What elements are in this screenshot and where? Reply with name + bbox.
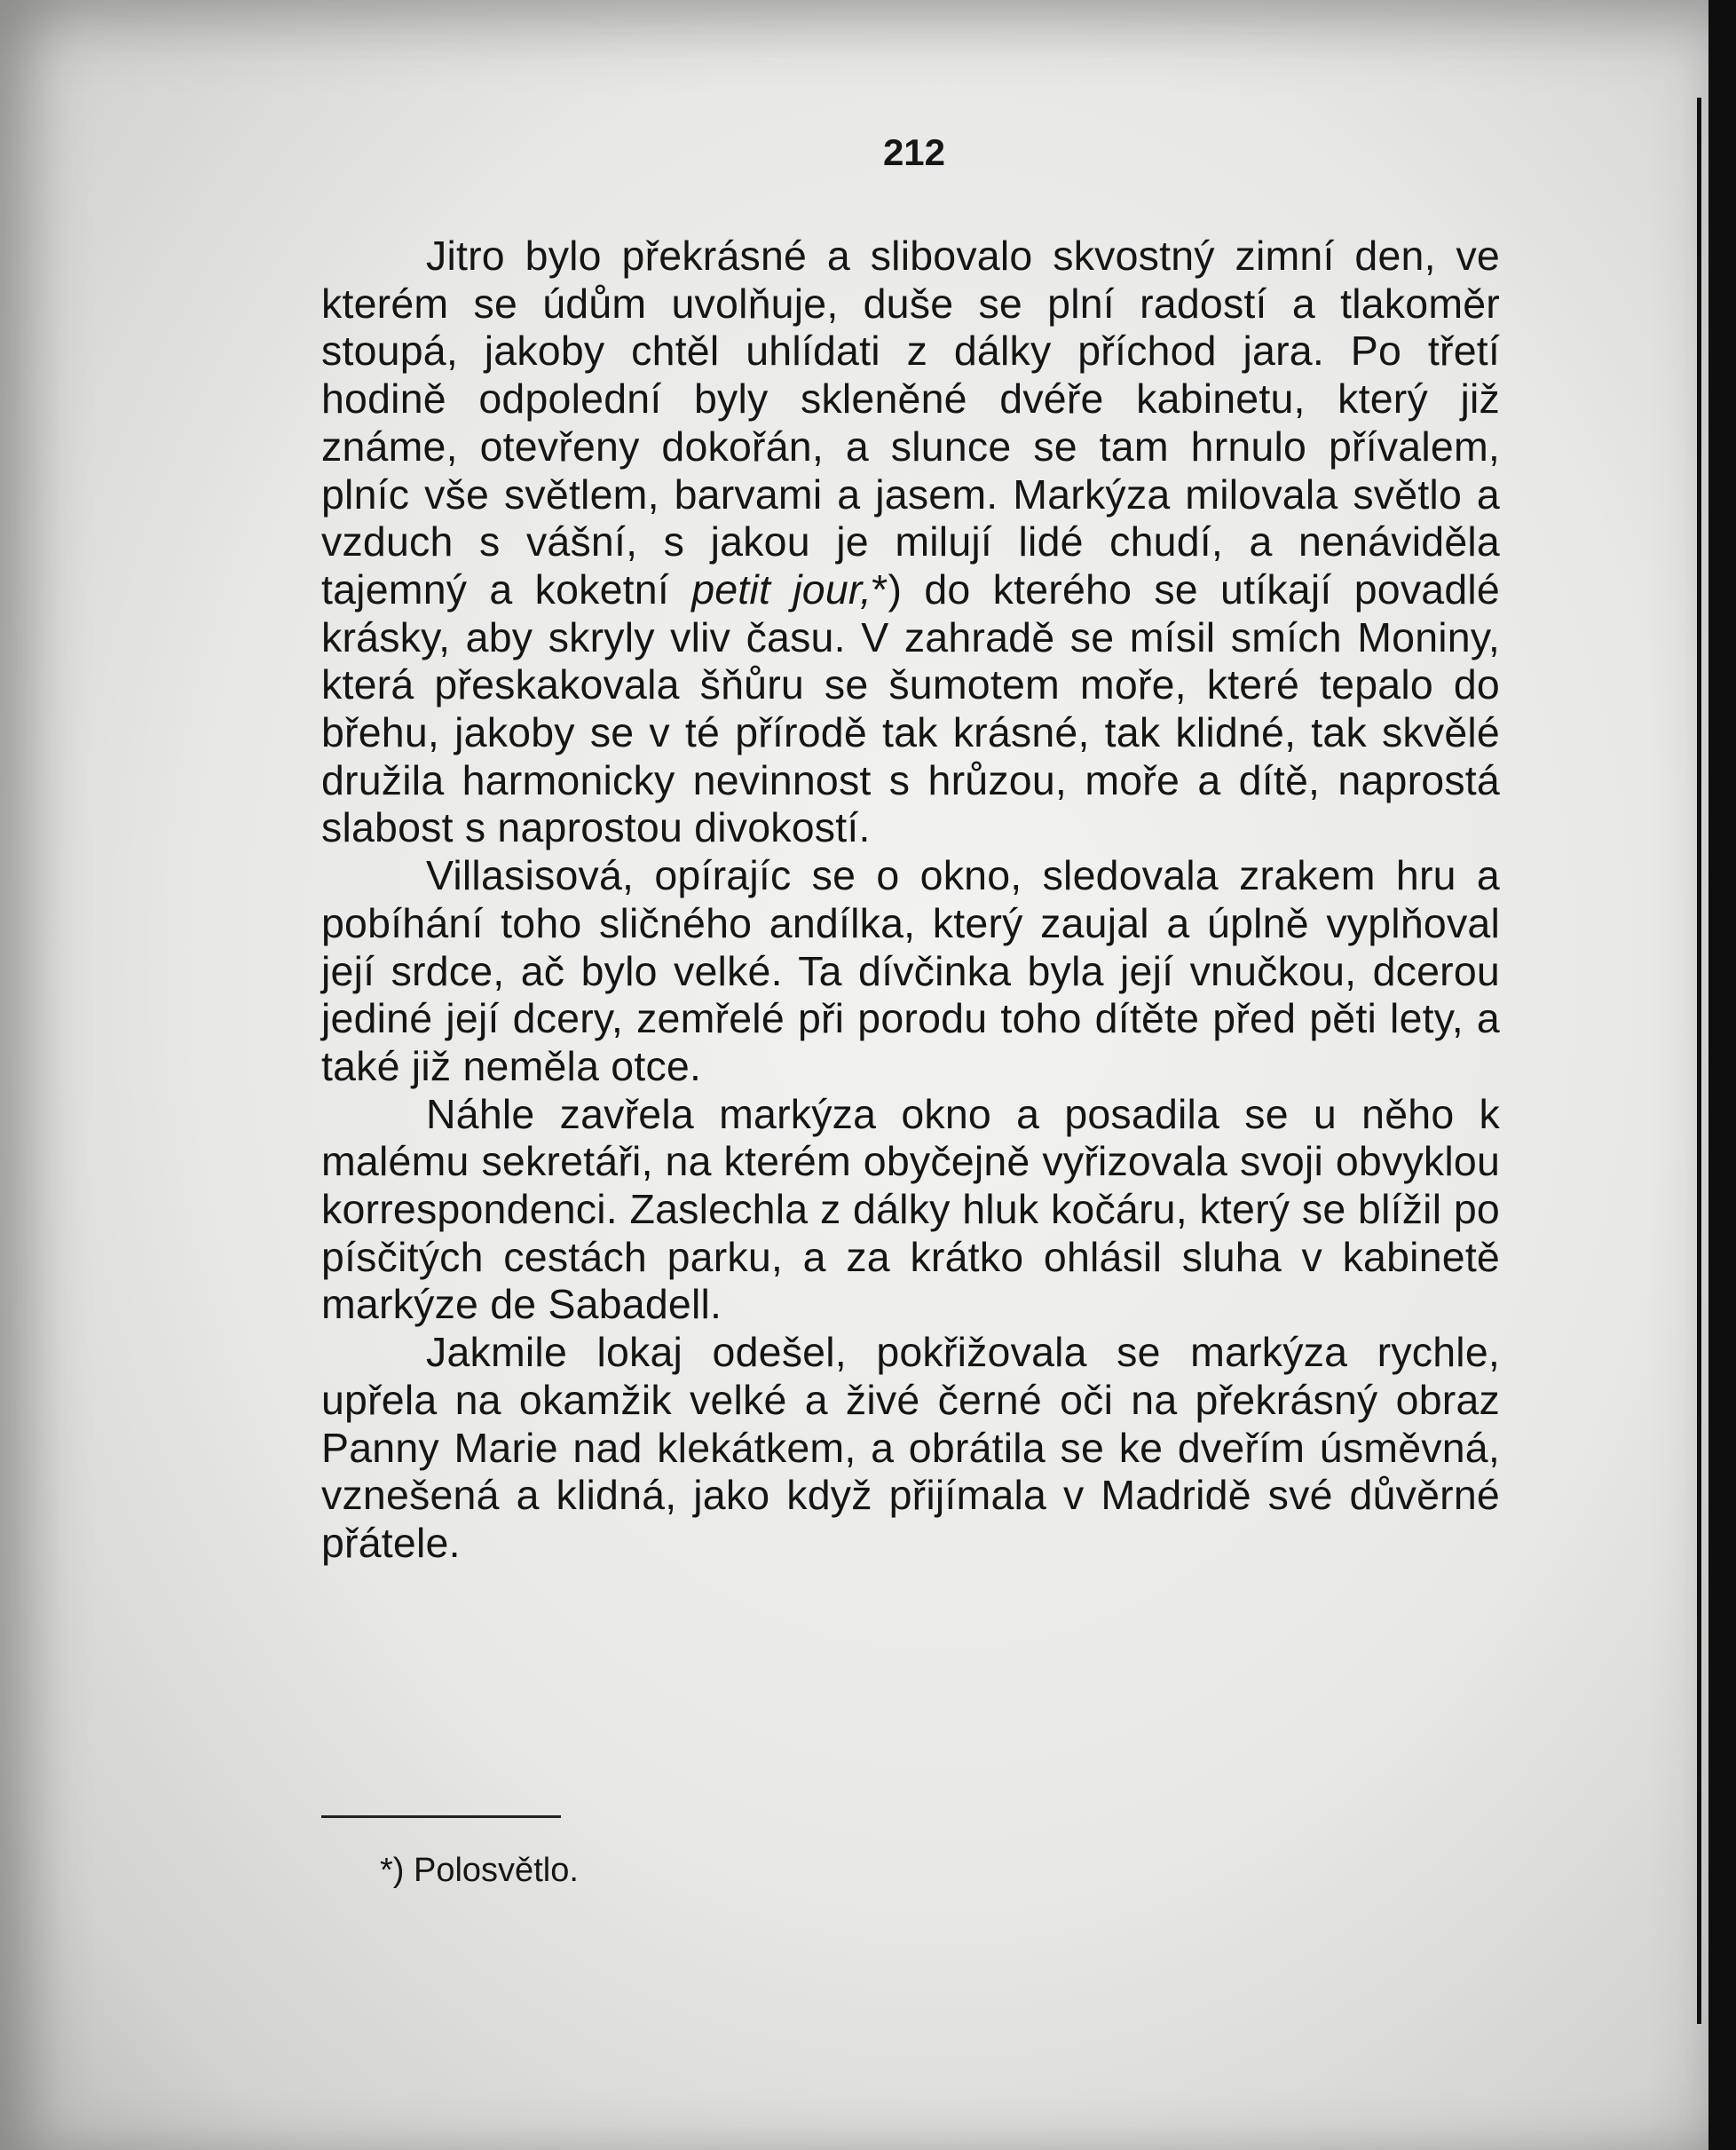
paragraph: Náhle zavřela markýza okno a posadila se u něho k malému sekretáři, na kterém obyčejně vyřizovala svoji obvyklou korrespondenci. Zaslechla z dálky hluk kočáru, který se blížil po písčitých cestách parku, a za krátko ohlásil sluha v kabinetě markýze de Sabadell. xyxy=(321,1090,1500,1328)
body-text xyxy=(321,233,1500,1568)
footnote: *) Polosvětlo. xyxy=(380,1852,579,1889)
paragraph xyxy=(321,233,1500,852)
footnote-divider xyxy=(321,1815,561,1818)
paragraph-text: *) do kterého se utíkají povadlé krásky, aby skryly vliv času. V zahradě se mísil smích Moniny, která přeskakovala šňůru se šumotem moře, které tepalo do břehu, jakoby se v té přírodě tak krásné, tak klidné, tak skvělé družila harmonicky nevinnost s hrůzou, moře a dítě, naprostá slabost s naprostou divokostí. xyxy=(321,565,1500,851)
paragraph: Jakmile lokaj odešel, pokřižovala se markýza rychle, upřela na okamžik velké a živé černé oči na překrásný obraz Panny Marie nad klekátkem, a obrátila se ke dveřím úsměvná, vznešená a klidná, jako když přijímala v Madridě své důvěrné přátele. xyxy=(321,1329,1500,1566)
paragraph-text: Jitro bylo překrásné a slibovalo skvostný zimní den, ve kterém se údům uvolňuje, duše se plní radostí a tlakoměr stoupá, jakoby chtěl uhlídati z dálky příchod jara. Po třetí hodině odpolední byly skleněné dvéře kabinetu, který již známe, otevřeny dokořán, a slunce se tam hrnulo přívalem, plníc vše světlem, barvami a jasem. Markýza milovala světlo a vzduch s vášní, s jakou je milují lidé chudí, a nenáviděla tajemný a koketní xyxy=(321,233,1500,613)
page-number: 212 xyxy=(882,131,946,173)
page-edge-rule xyxy=(1697,98,1701,2024)
scan-right-edge xyxy=(1708,0,1736,2150)
paragraph: Villasisová, opírajíc se o okno, sledovala zrakem hru a pobíhání toho sličného andílka, který zaujal a úplně vyplňoval její srdce, ač bylo velké. Ta dívčinka byla její vnučkou, dcerou jediné její dcery, zemřelé při porodu toho dítěte před pěti lety, a také již neměla otce. xyxy=(321,852,1500,1089)
italic-phrase: petit jour, xyxy=(691,565,872,613)
